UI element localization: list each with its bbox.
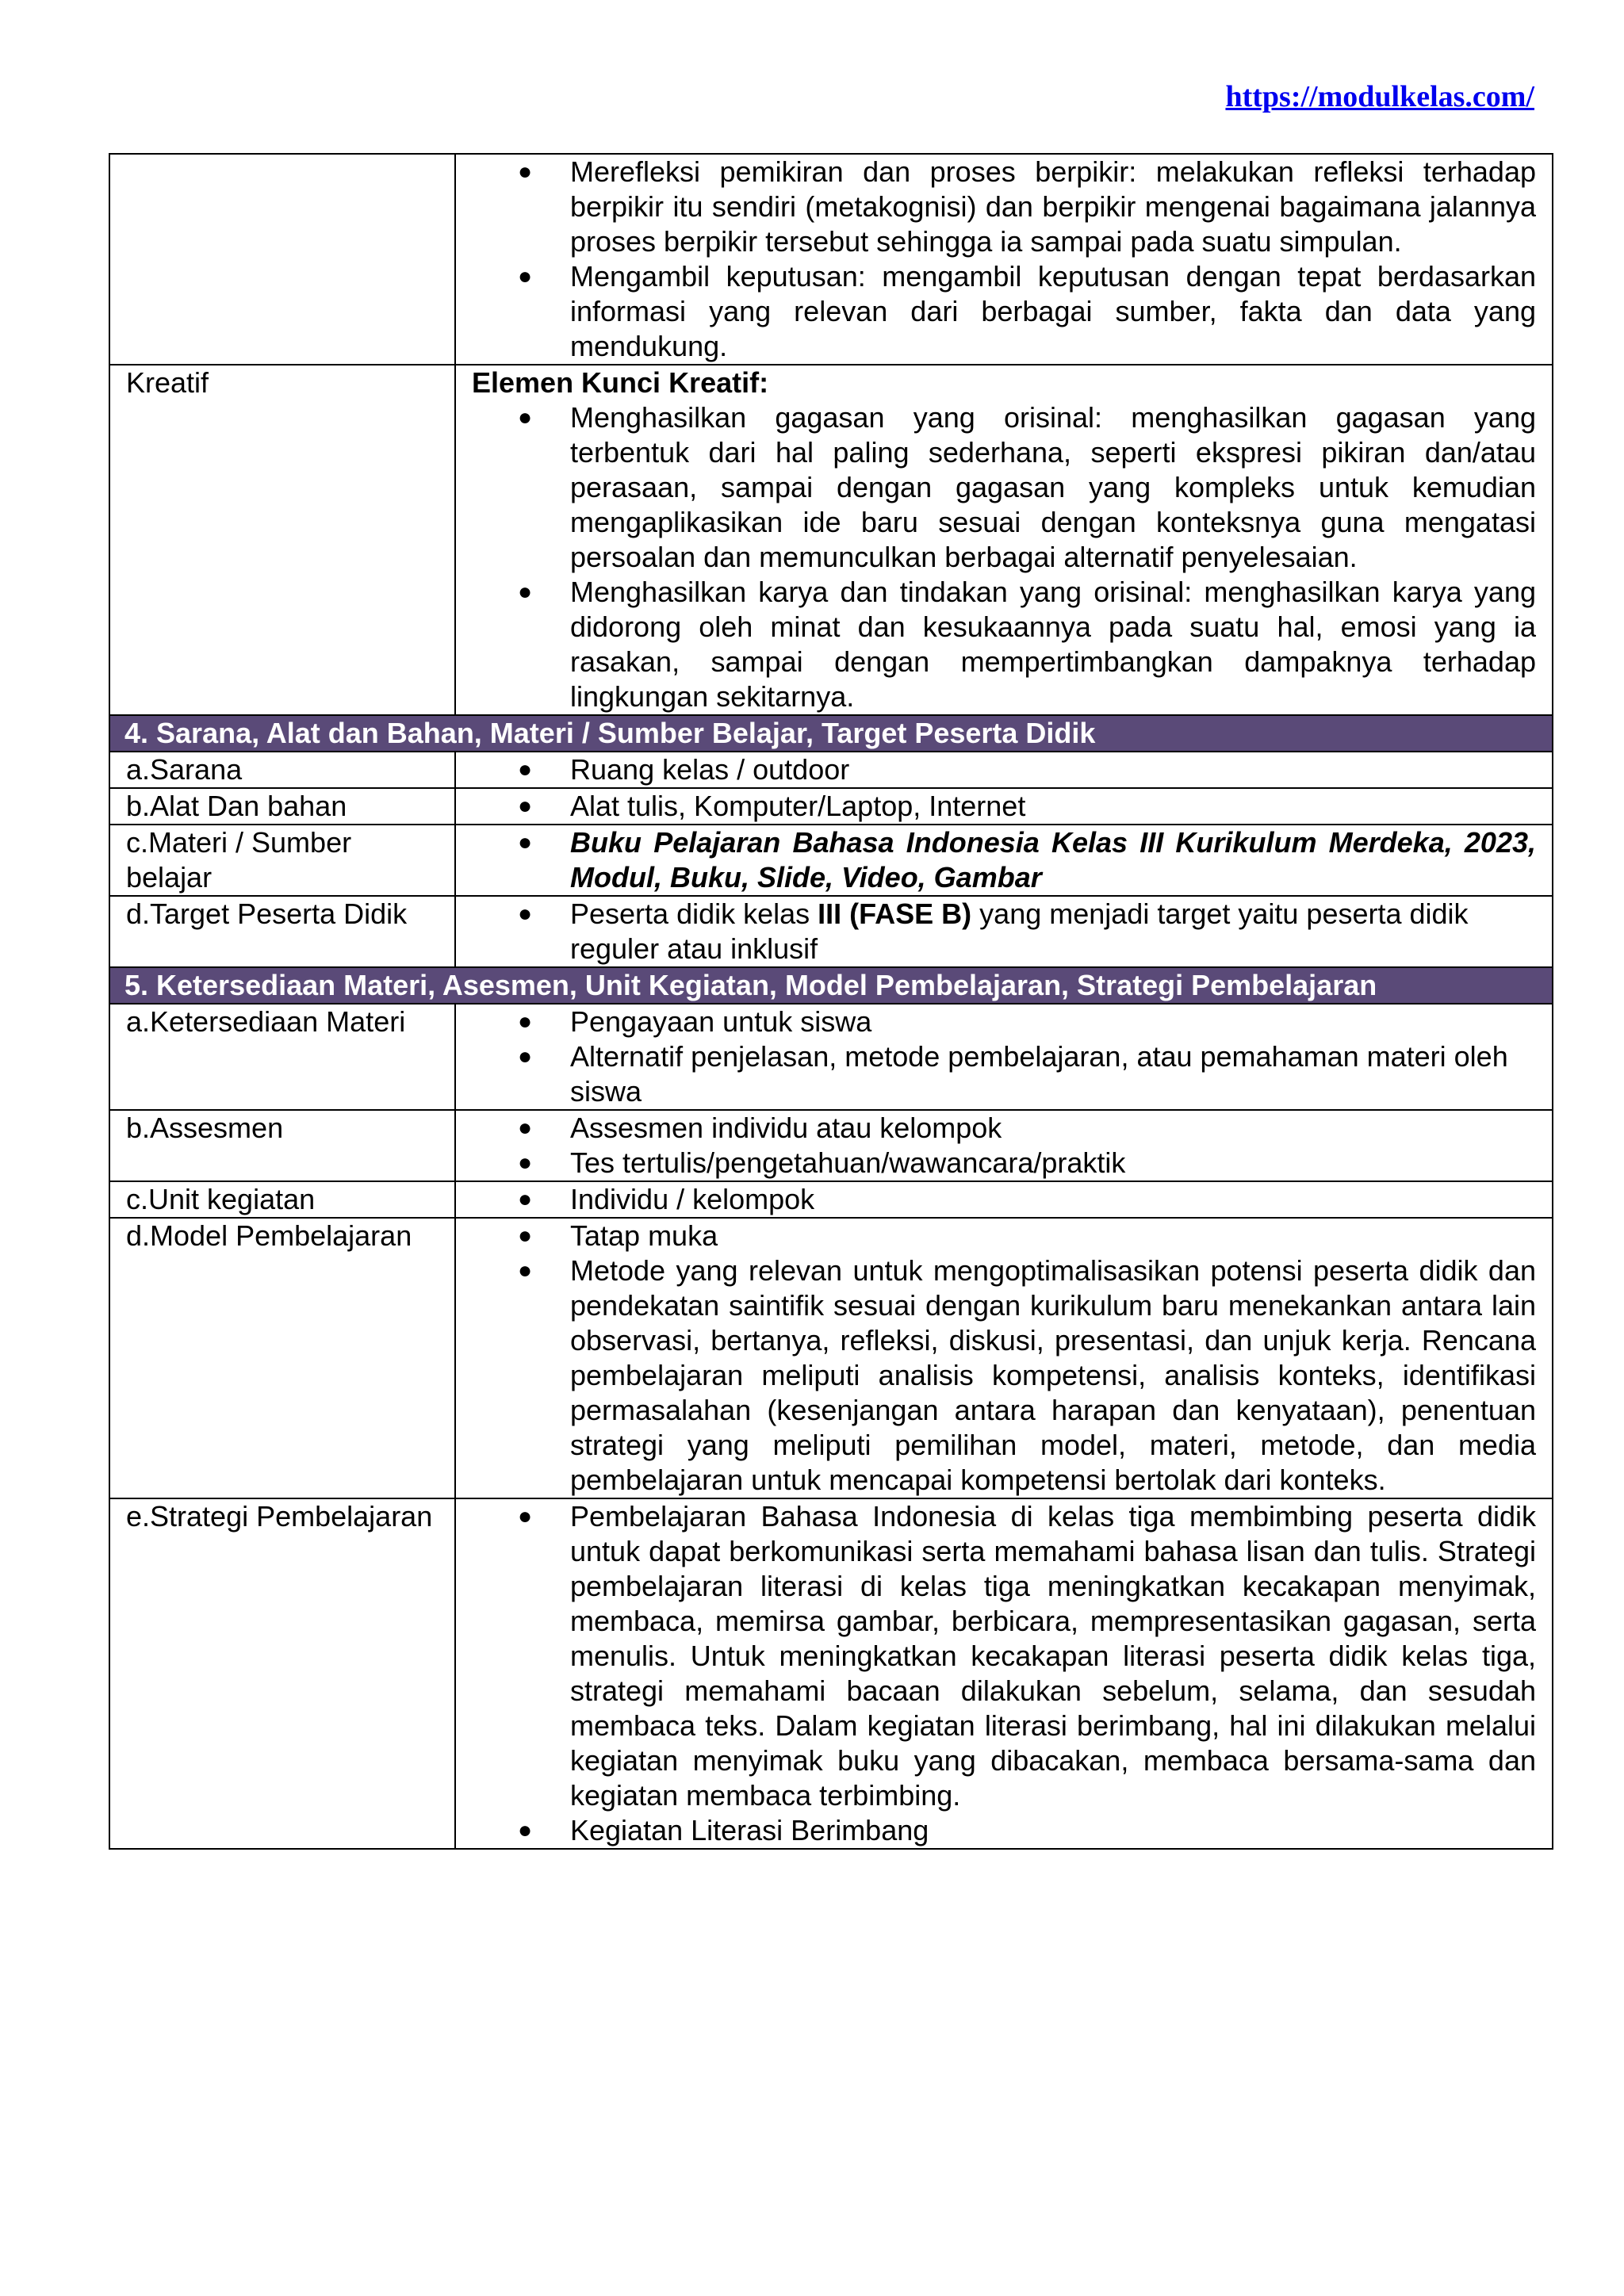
table-row bbox=[109, 1498, 1553, 1849]
row-label-kreatif: Kreatif bbox=[109, 365, 455, 715]
row-label-asesmen: b.Assesmen bbox=[109, 1110, 455, 1181]
content-cell bbox=[455, 1004, 1553, 1110]
bullet-icon: ● bbox=[518, 1150, 533, 1176]
row-label-sarana: a.Sarana bbox=[109, 752, 455, 788]
row-label-materi: c.Materi / Sumber belajar bbox=[109, 825, 455, 896]
bullet-icon: ● bbox=[518, 1043, 533, 1070]
row-label-strategi: e.Strategi Pembelajaran bbox=[109, 1498, 455, 1849]
content-cell bbox=[455, 1218, 1553, 1498]
content-cell bbox=[455, 1110, 1553, 1181]
lesson-plan-table bbox=[109, 153, 1553, 1850]
row-label-alat: b.Alat Dan bahan bbox=[109, 788, 455, 825]
content-cell bbox=[455, 896, 1553, 967]
table-row bbox=[109, 365, 1553, 715]
row-label-ketersediaan: a.Ketersediaan Materi bbox=[109, 1004, 455, 1110]
bullet-icon: ● bbox=[518, 756, 533, 783]
bullet-icon: ● bbox=[518, 1257, 533, 1284]
bullet-icon: ● bbox=[518, 1115, 533, 1141]
content-cell bbox=[455, 752, 1553, 788]
content-cell bbox=[455, 788, 1553, 825]
key-element-title: Elemen Kunci Kreatif: bbox=[472, 366, 769, 399]
list-item: ● Individu / kelompok bbox=[518, 1183, 815, 1215]
list-item: ● Merefleksi pemikiran dan proses berpikir: melakukan refleksi terhadap berpikir itu sendiri (metakognisi) dan berpikir mengenai bagaimana jalannya proses berpikir tersebut sehingga ia sampai pada suatu simpulan. bbox=[518, 155, 1536, 258]
bullet-icon: ● bbox=[518, 1817, 533, 1843]
row-label-model: d.Model Pembelajaran bbox=[109, 1218, 455, 1498]
list-item: ● Tes tertulis/pengetahuan/wawancara/praktik bbox=[518, 1146, 1126, 1179]
bullet-icon: ● bbox=[518, 1186, 533, 1212]
table-row bbox=[109, 1004, 1553, 1110]
table-row bbox=[109, 1110, 1553, 1181]
bullet-icon: ● bbox=[518, 1008, 533, 1035]
table-row bbox=[109, 752, 1553, 788]
bullet-icon: ● bbox=[518, 793, 533, 819]
bullet-icon: ● bbox=[518, 159, 533, 185]
list-item: ● Menghasilkan karya dan tindakan yang orisinal: menghasilkan karya yang didorong oleh minat dan kesukaannya pada suatu hal, emosi yang ia rasakan, sampai dengan mempertimbangkan dampaknya terhadap lingkungan sekitarnya. bbox=[518, 576, 1536, 713]
content-cell bbox=[455, 825, 1553, 896]
section-4-header: 4. Sarana, Alat dan Bahan, Materi / Sumber Belajar, Target Peserta Didik bbox=[109, 715, 1553, 752]
list-item: ● Tatap muka bbox=[518, 1219, 718, 1252]
bullet-icon: ● bbox=[518, 1503, 533, 1529]
content-cell bbox=[455, 1181, 1553, 1218]
list-item: ● Metode yang relevan untuk mengoptimalisasikan potensi peserta didik dan pendekatan saintifik sesuai dengan kurikulum baru menekankan antara lain observasi, bertanya, refleksi, diskusi, presentasi, dan unjuk kerja. Rencana pembelajaran meliputi analisis kompetensi, analisis konteks, identifikasi permasalahan (kesenjangan antara harapan dan kenyataan), penentuan strategi yang meliputi pemilihan model, materi, metode, dan media pembelajaran untuk mencapai kompetensi bertolak dari konteks. bbox=[518, 1254, 1536, 1496]
content-cell bbox=[455, 365, 1553, 715]
site-link[interactable]: https://modulkelas.com/ bbox=[1225, 80, 1534, 113]
list-item: ● Alternatif penjelasan, metode pembelajaran, atau pemahaman materi oleh siswa bbox=[518, 1040, 1508, 1108]
bullet-icon: ● bbox=[518, 263, 533, 289]
table-row bbox=[109, 154, 1553, 365]
bullet-icon: ● bbox=[518, 579, 533, 605]
list-item: ● Assesmen individu atau kelompok bbox=[518, 1112, 1002, 1144]
bullet-icon: ● bbox=[518, 1223, 533, 1249]
list-item: ● Buku Pelajaran Bahasa Indonesia Kelas III Kurikulum Merdeka, 2023, Modul, Buku, Slide, Video, Gambar bbox=[518, 826, 1536, 894]
table-row bbox=[109, 825, 1553, 896]
section-5-header: 5. Ketersediaan Materi, Asesmen, Unit Kegiatan, Model Pembelajaran, Strategi Pembelajaran bbox=[109, 967, 1553, 1004]
content-cell bbox=[455, 1498, 1553, 1849]
bullet-icon: ● bbox=[518, 404, 533, 430]
list-item: ● Pengayaan untuk siswa bbox=[518, 1005, 872, 1038]
list-item: ● Mengambil keputusan: mengambil keputusan dengan tepat berdasarkan informasi yang relevan dari berbagai sumber, fakta dan data yang mendukung. bbox=[518, 260, 1536, 362]
label-cell bbox=[109, 154, 455, 365]
row-label-target: d.Target Peserta Didik bbox=[109, 896, 455, 967]
table-row bbox=[109, 1181, 1553, 1218]
table-row bbox=[109, 788, 1553, 825]
bullet-icon: ● bbox=[518, 829, 533, 855]
list-item: ● Alat tulis, Komputer/Laptop, Internet bbox=[518, 790, 1026, 822]
content-cell bbox=[455, 154, 1553, 365]
bullet-icon: ● bbox=[518, 901, 533, 927]
table-row bbox=[109, 896, 1553, 967]
list-item: ● Menghasilkan gagasan yang orisinal: menghasilkan gagasan yang terbentuk dari hal paling sederhana, seperti ekspresi pikiran dan/atau perasaan, sampai dengan gagasan yang kompleks untuk kemudian mengaplikasikan ide baru sesuai dengan konteksnya guna mengatasi persoalan dan memunculkan berbagai alternatif penyelesaian. bbox=[518, 401, 1536, 573]
row-label-unit: c.Unit kegiatan bbox=[109, 1181, 455, 1218]
list-item: ● Peserta didik kelas III (FASE B) yang menjadi target yaitu peserta didik reguler atau inklusif bbox=[518, 897, 1469, 965]
list-item: ● Pembelajaran Bahasa Indonesia di kelas tiga membimbing peserta didik untuk dapat berkomunikasi serta memahami bahasa lisan dan tulis. Strategi pembelajaran literasi di kelas tiga meningkatkan kecakapan menyimak, membaca, memirsa gambar, berbicara, mempresentasikan gagasan, serta menulis. Untuk meningkatkan kecakapan literasi peserta didik kelas tiga, strategi memahami bacaan dilakukan sebelum, selama, dan sesudah membaca teks. Dalam kegiatan literasi berimbang, hal ini dilakukan melalui kegiatan menyimak buku yang dibacakan, membaca bersama-sama dan kegiatan membaca terbimbing. bbox=[518, 1500, 1536, 1812]
list-item: ● Ruang kelas / outdoor bbox=[518, 753, 850, 786]
list-item: ● Kegiatan Literasi Berimbang bbox=[518, 1814, 929, 1846]
table-row bbox=[109, 1218, 1553, 1498]
